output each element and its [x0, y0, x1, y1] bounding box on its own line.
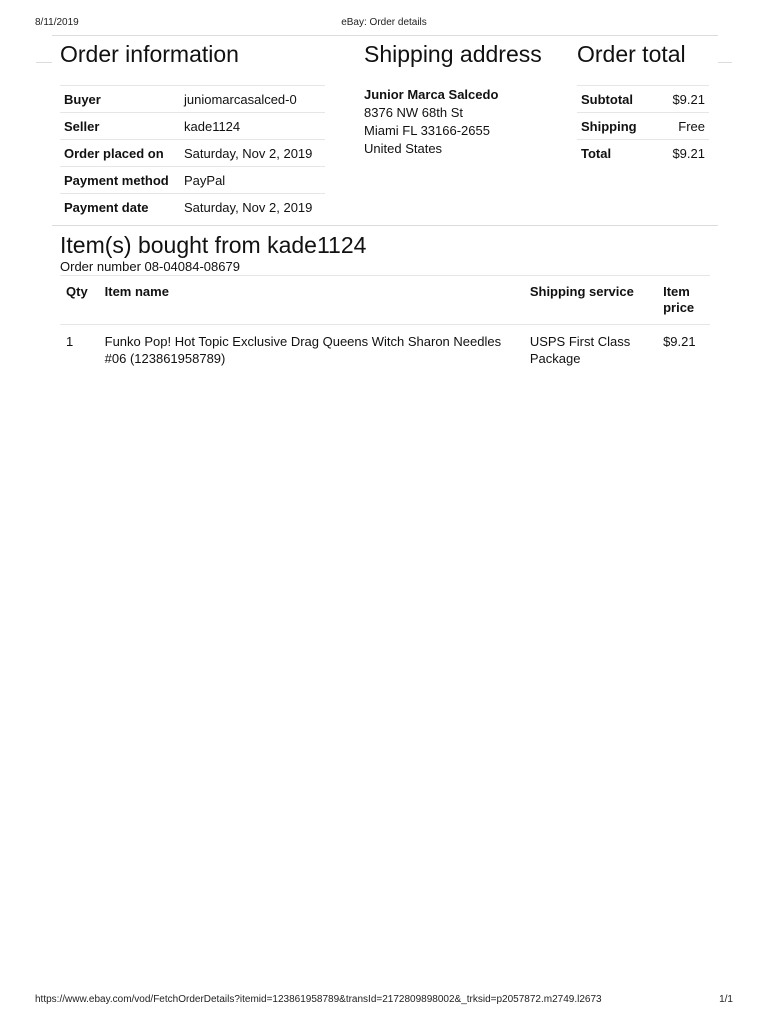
col-qty: Qty	[60, 276, 99, 325]
order-total-row	[577, 140, 709, 167]
left-stub-divider	[36, 62, 52, 63]
order-total-row	[577, 86, 709, 113]
subtotal-value: $9.21	[653, 86, 709, 113]
order-total-heading: Order total	[577, 41, 686, 67]
address-line-2: Miami FL 33166-2655	[364, 123, 490, 138]
items-header-row	[60, 276, 710, 325]
order-placed-value: Saturday, Nov 2, 2019	[180, 140, 325, 167]
order-info-row	[60, 194, 325, 221]
item-price: $9.21	[657, 325, 710, 376]
right-stub-divider	[718, 62, 732, 63]
item-shipping-service: USPS First Class Package	[524, 325, 657, 376]
shipping-address-block	[364, 86, 498, 158]
payment-method-label: Payment method	[60, 167, 180, 194]
print-date: 8/11/2019	[35, 17, 79, 28]
order-info-row	[60, 86, 325, 113]
subtotal-label: Subtotal	[577, 86, 653, 113]
col-shipping-service: Shipping service	[524, 276, 657, 325]
items-heading: Item(s) bought from kade1124	[60, 232, 367, 258]
order-info-heading: Order information	[60, 41, 239, 67]
order-total-table	[577, 85, 709, 166]
payment-date-value: Saturday, Nov 2, 2019	[180, 194, 325, 221]
order-number: Order number 08-04084-08679	[60, 259, 240, 274]
buyer-value: juniomarcasalced-0	[180, 86, 325, 113]
shipping-address-heading: Shipping address	[364, 41, 542, 67]
section-divider	[52, 225, 718, 226]
top-divider	[52, 35, 718, 36]
order-info-row	[60, 140, 325, 167]
recipient-name: Junior Marca Salcedo	[364, 87, 499, 102]
print-page-title: eBay: Order details	[341, 17, 427, 28]
buyer-label: Buyer	[60, 86, 180, 113]
seller-value: kade1124	[180, 113, 325, 140]
print-url: https://www.ebay.com/vod/FetchOrderDetails?itemid=123861958789&transId=2172809898002&_trksid=p2057872.m2749.l2673	[35, 994, 602, 1005]
order-total-row	[577, 113, 709, 140]
print-footer	[35, 994, 733, 1008]
col-item-price: Item price	[657, 276, 710, 325]
total-value: $9.21	[653, 140, 709, 167]
order-placed-label: Order placed on	[60, 140, 180, 167]
payment-date-label: Payment date	[60, 194, 180, 221]
shipping-value: Free	[653, 113, 709, 140]
shipping-label: Shipping	[577, 113, 653, 140]
col-item-name: Item name	[99, 276, 524, 325]
item-name: Funko Pop! Hot Topic Exclusive Drag Queens Witch Sharon Needles #06 (123861958789)	[99, 325, 524, 376]
item-qty: 1	[60, 325, 99, 376]
order-info-row	[60, 167, 325, 194]
order-info-table	[60, 85, 325, 220]
payment-method-value: PayPal	[180, 167, 325, 194]
address-line-1: 8376 NW 68th St	[364, 105, 463, 120]
seller-label: Seller	[60, 113, 180, 140]
order-info-row	[60, 113, 325, 140]
address-country: United States	[364, 141, 443, 156]
table-row	[60, 325, 710, 376]
total-label: Total	[577, 140, 653, 167]
print-header	[35, 17, 733, 31]
print-page-number: 1/1	[719, 994, 733, 1005]
items-table	[60, 275, 710, 375]
